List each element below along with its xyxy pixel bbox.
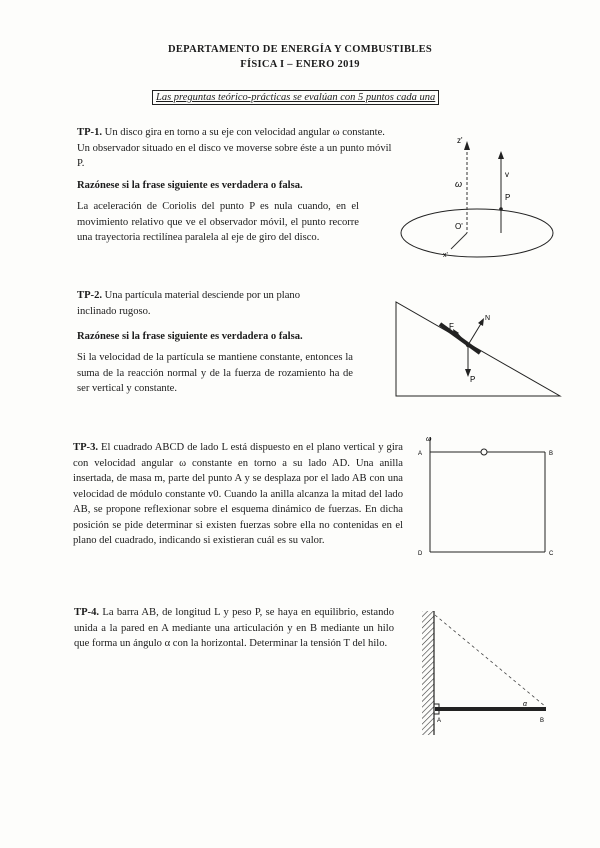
tp3-text bbox=[73, 440, 403, 549]
tp2-question: Razónese si la frase siguiente es verdadera o falsa. bbox=[77, 331, 303, 342]
velocity-arrow bbox=[498, 151, 504, 159]
tp4-label: TP-4. bbox=[74, 607, 100, 618]
wall-hatching bbox=[422, 611, 434, 735]
tp4-beam-figure bbox=[405, 605, 565, 735]
beam-ab bbox=[435, 707, 546, 711]
string bbox=[435, 615, 546, 707]
tp2-statement: Si la velocidad de la partícula se mantiene constante, entonces la suma de la reacción normal y de la fuerza de rozamiento ha de ser vertical y constante. bbox=[77, 352, 353, 394]
label-omega: ω bbox=[455, 179, 463, 189]
label-c: C bbox=[549, 551, 554, 557]
tp2-label: TP-2. bbox=[77, 290, 103, 301]
tp1-label: TP-1. bbox=[77, 127, 103, 138]
tp1-statement: La aceleración de Coriolis del punto P es nula cuando, en el movimiento relativo que ve el observador móvil, el punto recorre una trayectoria rectilínea paralela al eje de giro del disco. bbox=[77, 201, 359, 243]
label-p: P bbox=[505, 193, 511, 202]
scoring-note: Las preguntas teórico-prácticas se evalúan con 5 puntos cada una bbox=[152, 90, 439, 105]
label-b: B bbox=[540, 718, 545, 724]
particle bbox=[466, 343, 470, 347]
label-v: v bbox=[505, 170, 509, 179]
label-f: F bbox=[449, 322, 454, 331]
label-b: B bbox=[549, 451, 554, 457]
department-title: DEPARTAMENTO DE ENERGÍA Y COMBUSTIBLES bbox=[167, 44, 433, 55]
normal-vector bbox=[468, 322, 482, 345]
normal-arrow bbox=[478, 318, 484, 326]
point-p bbox=[499, 207, 503, 211]
disc-ellipse bbox=[401, 209, 553, 257]
label-z: z' bbox=[457, 136, 463, 145]
tp3-square-figure bbox=[412, 432, 572, 562]
z-axis-arrow bbox=[464, 141, 470, 150]
tp3-body: El cuadrado ABCD de lado L está dispuesto en el plano vertical y gira con velocidad angular ω constante en torno a su lado AD. Una anilla insertada, de masa m, parte del punto A y se desplaza por el lado AB con una velocidad de módulo constante v0. Cuando la anilla alcanza la mitad del lado AB, se propone reflexionar sobre el esquema dinámico de fuerzas. En dicha posición se pide determinar si existen fuerzas sobre ella no contenidas en el plano del cuadrado, indicando si existieran cuál es su valor. bbox=[73, 442, 403, 546]
tp1-disc-figure bbox=[395, 125, 565, 275]
x-axis bbox=[451, 233, 467, 249]
course-date-title: FÍSICA I – ENERO 2019 bbox=[240, 59, 360, 70]
tp1-intro-text: Un disco gira en torno a su eje con velocidad angular ω constante. Un observador situado en el disco ve moverse sobre éste a un punto móvil P. bbox=[77, 127, 392, 169]
tp3-label: TP-3. bbox=[73, 442, 99, 453]
label-n: N bbox=[485, 315, 491, 322]
label-p: P bbox=[470, 375, 476, 384]
tp2-intro-text: Una partícula material desciende por un plano inclinado rugoso. bbox=[77, 290, 300, 317]
ring bbox=[481, 449, 487, 455]
tp2-intro bbox=[77, 288, 342, 319]
label-alpha: α bbox=[523, 701, 527, 708]
particle-contact bbox=[440, 324, 480, 353]
tp1-intro bbox=[77, 125, 392, 172]
inclined-plane bbox=[396, 302, 560, 396]
label-omega: ω bbox=[426, 436, 432, 443]
tp1-question: Razónese si la frase siguiente es verdadera o falsa. bbox=[77, 180, 303, 191]
label-d: D bbox=[418, 551, 423, 557]
label-a: A bbox=[418, 451, 423, 457]
tp2-incline-figure bbox=[392, 298, 564, 402]
tp4-body: La barra AB, de longitud L y peso P, se haya en equilibrio, estando unida a la pared en A mediante una articulación y en B mediante un hilo que forma un ángulo α con la horizontal. Determinar la tensión T del hilo. bbox=[74, 607, 394, 649]
label-origin: O' bbox=[455, 222, 463, 231]
tp4-text bbox=[74, 605, 394, 652]
label-x: x' bbox=[443, 252, 448, 259]
label-a: A bbox=[437, 718, 442, 724]
